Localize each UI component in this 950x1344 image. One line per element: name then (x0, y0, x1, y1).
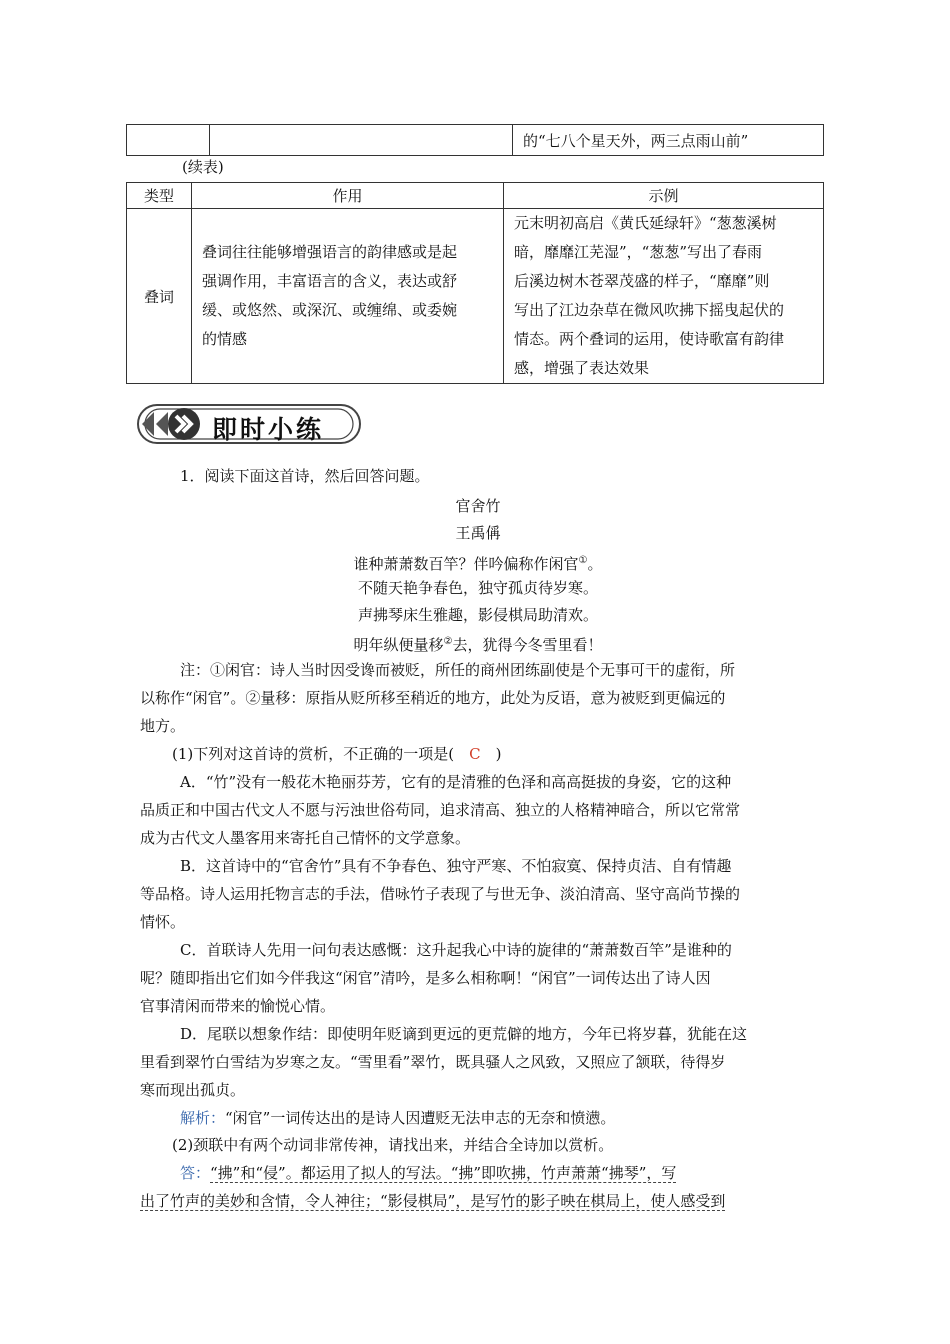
poem-author: 王禹偁 (455, 524, 501, 542)
option-d-line: 寒而现出孤贞。 (140, 1081, 246, 1099)
effect-line: 叠词往往能够增强语言的韵律感或是起 (202, 243, 458, 261)
option-d-line: 里看到翠竹白雪结为岁寒之友。“雪里看”翠竹，既具骚人之风致，又照应了颔联，待得岁 (140, 1053, 726, 1071)
effect-line: 强调作用，丰富语言的含义，表达或舒 (202, 272, 458, 290)
option-c-line: 呢？随即指出它们如今伴我这“闲官”清吟，是多么相称啊！“闲官”一词传达出了诗人因 (140, 969, 711, 987)
sub-question-text: (1)下列对这首诗的赏析，不正确的一项是( (172, 745, 470, 763)
poem-text: 明年纵便量移 (353, 636, 444, 654)
option-c-line: 官事清闲而带来的愉悦心情。 (140, 997, 336, 1015)
note-line: 地方。 (140, 717, 186, 735)
poem-line: 声拂琴床生雅趣，影侵棋局助清欢。 (357, 606, 598, 624)
table-header-row (127, 183, 824, 209)
poem-text: 去，犹得今冬雪里看！ (452, 636, 603, 654)
poem-text: 。 (587, 555, 603, 573)
option-b-line: B．这首诗中的“官舍竹”具有不争春色、独守严寒、不怕寂寞、保持贞洁、自有情趣 (180, 857, 732, 875)
continued-label: (续表) (182, 158, 224, 176)
option-a-line: 品质正和中国古代文人不愿与污浊世俗苟同，追求清高、独立的人格精神暗合，所以它常常 (140, 801, 741, 819)
empty-cell (127, 125, 210, 156)
example-tail-cell (513, 125, 824, 156)
poem-line (140, 632, 816, 655)
answer-text: 出了竹声的美妙和含情，令人神往；“影侵棋局”，是写竹的影子映在棋局上，使人感受到 (140, 1192, 726, 1210)
note-line: 注：①闲官：诗人当时因受谗而被贬，所任的商州团练副使是个无事可干的虚衔，所 (180, 661, 736, 679)
analysis-text: “闲官”一词传达出的是诗人因遭贬无法申志的无奈和愤懑。 (225, 1109, 616, 1127)
section-title: 即时小练 (212, 415, 325, 444)
header-effect: 作用 (192, 183, 504, 209)
note-marker: ② (443, 636, 453, 647)
option-d-line: D．尾联以想象作结：即使明年贬谪到更远的更荒僻的地方，今年已将岁暮，犹能在这 (180, 1025, 748, 1043)
example-cell (504, 209, 824, 384)
note-line: 以称作“闲官”。②量移：原指从贬所移至稍近的地方，此处为反语，意为被贬到更偏远的 (140, 689, 726, 707)
option-a-line: 成为古代文人墨客用来寄托自己情怀的文学意象。 (140, 829, 471, 847)
option-c-line: C．首联诗人先用一问句表达感慨：这升起我心中诗的旋律的“萧萧数百竿”是谁种的 (180, 941, 732, 959)
answer-label: 答： (180, 1164, 211, 1182)
sub-question-2: (2)颈联中有两个动词非常传神，请找出来，并结合全诗加以赏析。 (172, 1136, 614, 1154)
section-banner (136, 403, 362, 445)
example-tail: 的“七八个星天外，两三点雨山前” (523, 131, 749, 150)
answer-choice: C (469, 745, 481, 763)
sub-question-1 (172, 744, 848, 764)
effect-line: 的情感 (202, 330, 248, 348)
example-line: 感，增强了表达效果 (514, 359, 650, 377)
example-line: 暗，靡靡江芜湿”，“葱葱”写出了春雨 (514, 243, 763, 261)
example-line: 情态。两个叠词的运用，使诗歌富有韵律 (514, 330, 785, 348)
example-line: 元末明初高启《黄氏延绿轩》“葱葱溪树 (514, 214, 777, 232)
poem-text: 谁种萧萧数百竿？伴吟偏称作闲官 (353, 555, 579, 573)
option-b-line: 情怀。 (140, 913, 186, 931)
answer-text: “拂”和“侵”。都运用了拟人的写法。“拂”即吹拂，竹声萧萧“拂琴”，写 (210, 1164, 677, 1182)
effect-cell (192, 209, 504, 384)
option-a-line: A．“竹”没有一般花木艳丽芬芳，它有的是清雅的色泽和高高挺拔的身姿，它的这种 (180, 773, 732, 791)
poem-line: 不随天艳争春色，独守孤贞待岁寒。 (357, 579, 598, 597)
header-type: 类型 (127, 183, 192, 209)
empty-cell (210, 125, 513, 156)
answer-line (180, 1163, 856, 1183)
example-line: 后溪边树木苍翠茂盛的样子，“靡靡”则 (514, 272, 770, 290)
top-table-fragment (126, 124, 824, 156)
header-example: 示例 (504, 183, 824, 209)
effect-line: 缓、或悠然、或深沉、或缠绵、或委婉 (202, 301, 458, 319)
example-line: 写出了江边杂草在微风吹拂下摇曳起伏的 (514, 301, 785, 319)
poem-title: 官舍竹 (455, 497, 501, 515)
question-1: 1．阅读下面这首诗，然后回答问题。 (180, 467, 430, 485)
poem-line (140, 551, 816, 574)
table-row (127, 209, 824, 384)
type-cell: 叠词 (127, 209, 192, 384)
answer-line (140, 1191, 816, 1211)
note-marker: ① (578, 555, 588, 566)
device-table (126, 182, 824, 384)
sub-question-text: ) (480, 745, 502, 763)
analysis (180, 1108, 856, 1128)
option-b-line: 等品格。诗人运用托物言志的手法，借咏竹子表现了与世无争、淡泊清高、坚守高尚节操的 (140, 885, 741, 903)
analysis-label: 解析： (180, 1109, 226, 1127)
